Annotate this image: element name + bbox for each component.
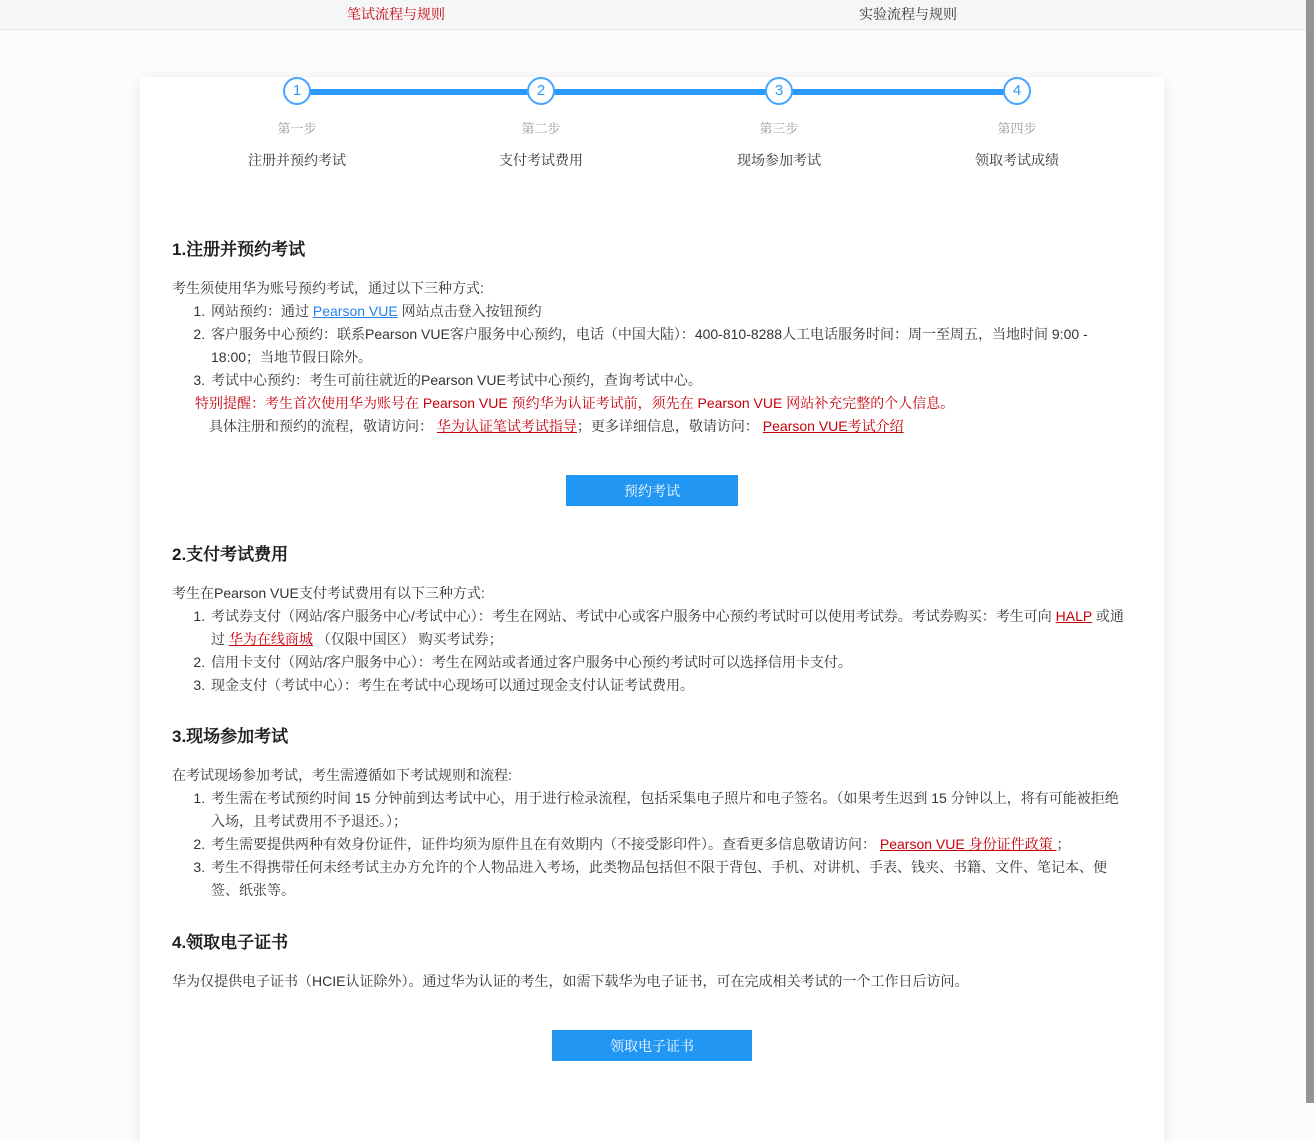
text-segment: 考生不得携带任何未经考试主办方允许的个人物品进入考场，此类物品包括但不限于背包、手机、对讲机、手表、钱夹、书籍、文件、笔记本、便签、纸张等。 — [211, 859, 1107, 898]
list-item — [209, 323, 1132, 369]
list-item — [209, 833, 1132, 856]
text-segment: ；更多详细信息，敬请访问： — [576, 418, 763, 434]
exam-process-stepper — [172, 77, 1132, 183]
step-name-1: 注册并预约考试 — [248, 152, 346, 168]
list-item — [209, 787, 1132, 833]
text-segment: 考生需在考试预约时间 15 分钟前到达考试中心，用于进行检录流程，包括采集电子照片和电子签名。（如果考生迟到 15 分钟以上，将有可能被拒绝入场，且考试费用不予退还。）； — [211, 790, 1119, 829]
section3-list — [172, 787, 1132, 902]
section2-heading: 2.支付考试费用 — [172, 545, 289, 564]
list-item — [209, 369, 1132, 392]
step-circle-4: 4 — [1003, 77, 1031, 105]
section3-heading: 3.现场参加考试 — [172, 727, 289, 746]
inline-link[interactable]: 华为认证笔试考试指导 — [436, 418, 577, 434]
step-circle-2: 2 — [527, 77, 555, 105]
section1-note — [209, 415, 1132, 438]
section1-list — [172, 300, 1132, 392]
section4-heading: 4.领取电子证书 — [172, 933, 289, 952]
list-item — [209, 651, 1132, 674]
text-segment: 具体注册和预约的流程，敬请访问： — [209, 418, 437, 434]
special-reminder-text: 特别提醒：考生首次使用华为账号在 Pearson VUE 预约华为认证考试前，须先在 Pearson VUE 网站补充完整的个人信息。 — [195, 395, 955, 411]
tab-written-exam-rules[interactable]: 笔试流程与规则 — [347, 6, 445, 22]
stepper-connector-line — [297, 89, 1017, 95]
stepper-step-4 — [917, 77, 1117, 170]
step-name-3: 现场参加考试 — [737, 152, 821, 168]
inline-link[interactable]: Pearson VUE — [312, 303, 398, 319]
inline-link[interactable]: Pearson VUE 身份证件政策 — [879, 836, 1057, 852]
get-certificate-button[interactable]: 领取电子证书 — [552, 1030, 752, 1061]
scrollbar-track[interactable] — [1306, 0, 1314, 1103]
text-segment: 信用卡支付（网站/客户服务中心）：考生在网站或者通过客户服务中心预约考试时可以选择信用卡支付。 — [211, 654, 852, 670]
text-segment: 现金支付（考试中心）：考生在考试中心现场可以通过现金支付认证考试费用。 — [211, 677, 694, 693]
section1-intro: 考生须使用华为账号预约考试，通过以下三种方式: — [172, 280, 484, 296]
list-item — [209, 300, 1132, 323]
list-item — [209, 674, 1132, 697]
step-sub-label-2: 第二步 — [521, 121, 561, 136]
stepper-step-2 — [441, 77, 641, 170]
step-circle-1: 1 — [283, 77, 311, 105]
step-circle-3: 3 — [765, 77, 793, 105]
inline-link[interactable]: HALP — [1055, 608, 1092, 624]
step-name-4: 领取考试成绩 — [975, 152, 1059, 168]
section1-heading: 1.注册并预约考试 — [172, 240, 306, 259]
section1-button-row — [172, 475, 1132, 506]
text-segment: ； — [1056, 836, 1071, 852]
top-tab-bar — [0, 0, 1306, 30]
section2-intro: 考生在Pearson VUE支付考试费用有以下三种方式: — [172, 585, 485, 601]
inline-link[interactable]: 华为在线商城 — [228, 631, 313, 647]
tab-bar-inner — [140, 0, 1164, 30]
text-segment: 考生需要提供两种有效身份证件，证件均须为原件且在有效期内（不接受影印件）。查看更多信息敬请访问： — [211, 836, 880, 852]
section4-body: 华为仅提供电子证书（HCIE认证除外）。通过华为认证的考生，如需下载华为电子证书，可在完成相关考试的一个工作日后访问。 — [172, 973, 969, 989]
text-segment: 考试券支付（网站/客户服务中心/考试中心）：考生在网站、考试中心或客户服务中心预约考试时可以使用考试券。考试券购买：考生可向 — [211, 608, 1056, 624]
inline-link[interactable]: Pearson VUE考试介绍 — [762, 418, 904, 434]
text-segment: 或通过 — [211, 608, 1124, 647]
stepper-step-1 — [197, 77, 397, 170]
step-sub-label-4: 第四步 — [997, 121, 1037, 136]
tab-lab-exam-rules[interactable]: 实验流程与规则 — [859, 6, 957, 22]
scrollbar-thumb[interactable] — [1306, 0, 1314, 1103]
stepper-step-3 — [679, 77, 879, 170]
section4-button-row — [172, 1030, 1132, 1061]
text-segment: 网站点击登入按钮预约 — [397, 303, 542, 319]
text-segment: 网站预约：通过 — [211, 303, 313, 319]
content-card — [140, 77, 1164, 1142]
section2-list — [172, 605, 1132, 697]
step-sub-label-1: 第一步 — [277, 121, 317, 136]
list-item — [209, 856, 1132, 902]
text-segment: 考试中心预约：考生可前往就近的Pearson VUE考试中心预约，查询考试中心。 — [211, 372, 702, 388]
text-segment: （仅限中国区） 购买考试券； — [312, 631, 503, 647]
list-item — [209, 605, 1132, 651]
section3-intro: 在考试现场参加考试，考生需遵循如下考试规则和流程: — [172, 767, 512, 783]
step-name-2: 支付考试费用 — [499, 152, 583, 168]
text-segment: 客户服务中心预约：联系Pearson VUE客户服务中心预约，电话（中国大陆）：400-810-8288人工电话服务时间：周一至周五，当地时间 9:00 - 18:00；当地节假日除外。 — [211, 326, 1088, 365]
step-sub-label-3: 第三步 — [759, 121, 799, 136]
book-exam-button[interactable]: 预约考试 — [566, 475, 738, 506]
